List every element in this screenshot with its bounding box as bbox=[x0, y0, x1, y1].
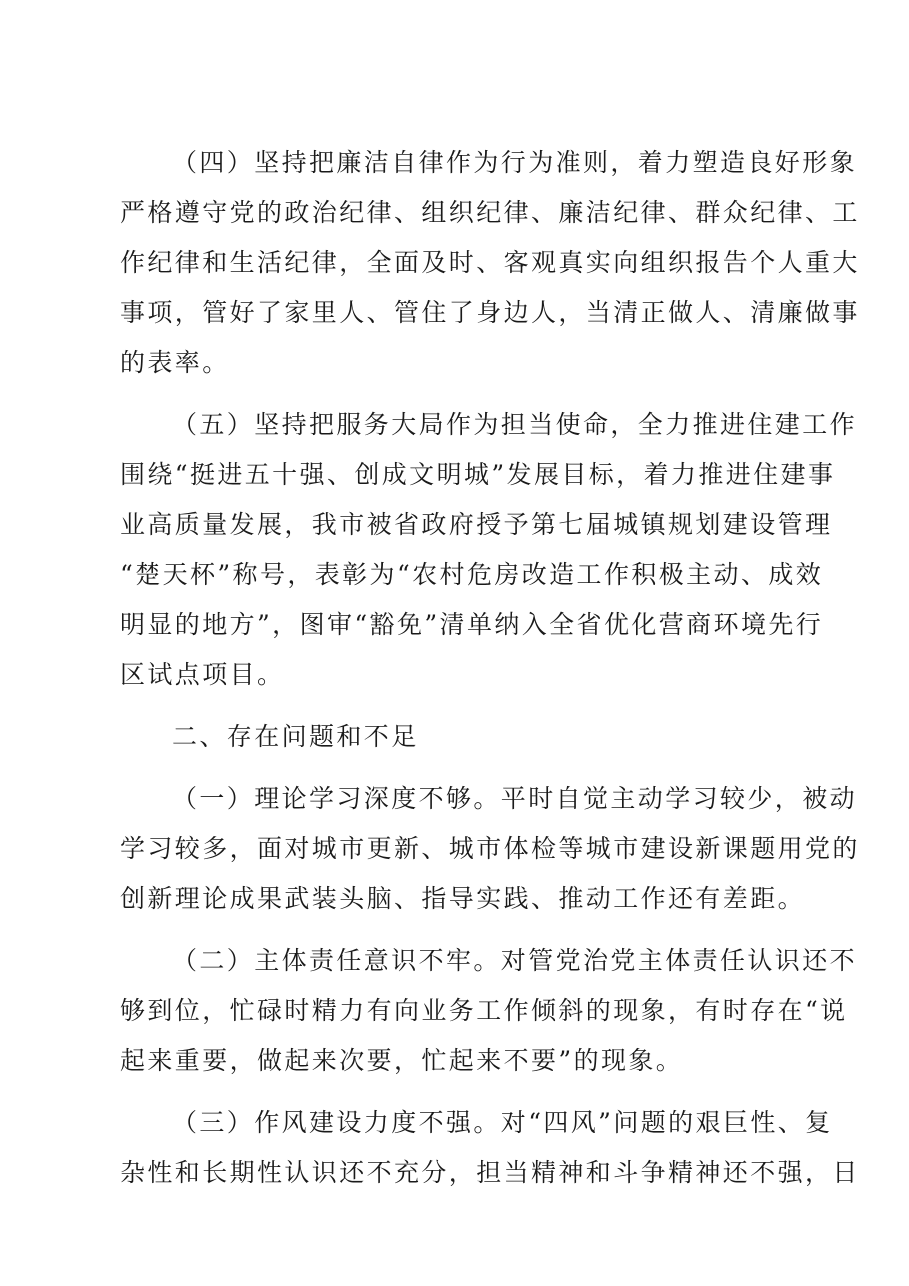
paragraph-line: 围绕“挺进五十强、创成文明城”发展目标，着力推进住建事 bbox=[120, 460, 836, 489]
paragraph-line: 杂性和长期性认识还不充分，担当精神和斗争精神还不强，日 bbox=[120, 1158, 860, 1187]
section-title: 二、存在问题和不足 bbox=[172, 722, 419, 751]
paragraph-gap bbox=[120, 762, 800, 774]
paragraph-gap bbox=[120, 388, 800, 400]
paragraph-line: 业高质量发展，我市被省政府授予第七届城镇规划建设管理 bbox=[120, 510, 833, 539]
section-four bbox=[120, 138, 860, 388]
paragraph-line: 够到位，忙碌时精力有向业务工作倾斜的现象，有时存在“说 bbox=[120, 996, 848, 1025]
paragraph-line: 的表率。 bbox=[120, 348, 230, 377]
paragraph-gap bbox=[120, 1086, 800, 1098]
paragraph-line: （五）坚持把服务大局作为担当使命，全力推进住建工作 bbox=[172, 410, 858, 439]
paragraph-line: 区试点项目。 bbox=[120, 660, 285, 689]
paragraph-line: （二）主体责任意识不牢。对管党治党主体责任认识还不 bbox=[172, 946, 858, 975]
paragraph-line: “楚天杯”称号，表彰为“农村危房改造工作积极主动、成效 bbox=[120, 560, 824, 589]
document-body bbox=[120, 138, 860, 1198]
paragraph-gap bbox=[120, 700, 800, 712]
paragraph-line: （一）理论学习深度不够。平时自觉主动学习较少，被动 bbox=[172, 784, 858, 813]
paragraph-line: 作纪律和生活纪律，全面及时、客观真实向组织报告个人重大 bbox=[120, 248, 860, 277]
paragraph-line: 事项，管好了家里人、管住了身边人，当清正做人、清廉做事 bbox=[120, 298, 860, 327]
paragraph-line: （四）坚持把廉洁自律作为行为准则，着力塑造良好形象 bbox=[172, 148, 858, 177]
paragraph-line: 明显的地方”，图审“豁免”清单纳入全省优化营商环境先行 bbox=[120, 610, 824, 639]
paragraph-line: 学习较多，面对城市更新、城市体检等城市建设新课题用党的 bbox=[120, 834, 860, 863]
section-five bbox=[120, 400, 858, 700]
problem-two bbox=[120, 936, 858, 1086]
paragraph-line: 严格遵守党的政治纪律、组织纪律、廉洁纪律、群众纪律、工 bbox=[120, 198, 860, 227]
problem-three bbox=[120, 1098, 860, 1198]
paragraph-line: （三）作风建设力度不强。对“四风”问题的艰巨性、复 bbox=[172, 1108, 833, 1137]
section-heading bbox=[120, 712, 800, 762]
paragraph-line: 起来重要，做起来次要，忙起来不要”的现象。 bbox=[120, 1046, 684, 1075]
paragraph-gap bbox=[120, 924, 800, 936]
paragraph-line: 创新理论成果武装头脑、指导实践、推动工作还有差距。 bbox=[120, 884, 806, 913]
problem-one bbox=[120, 774, 860, 924]
